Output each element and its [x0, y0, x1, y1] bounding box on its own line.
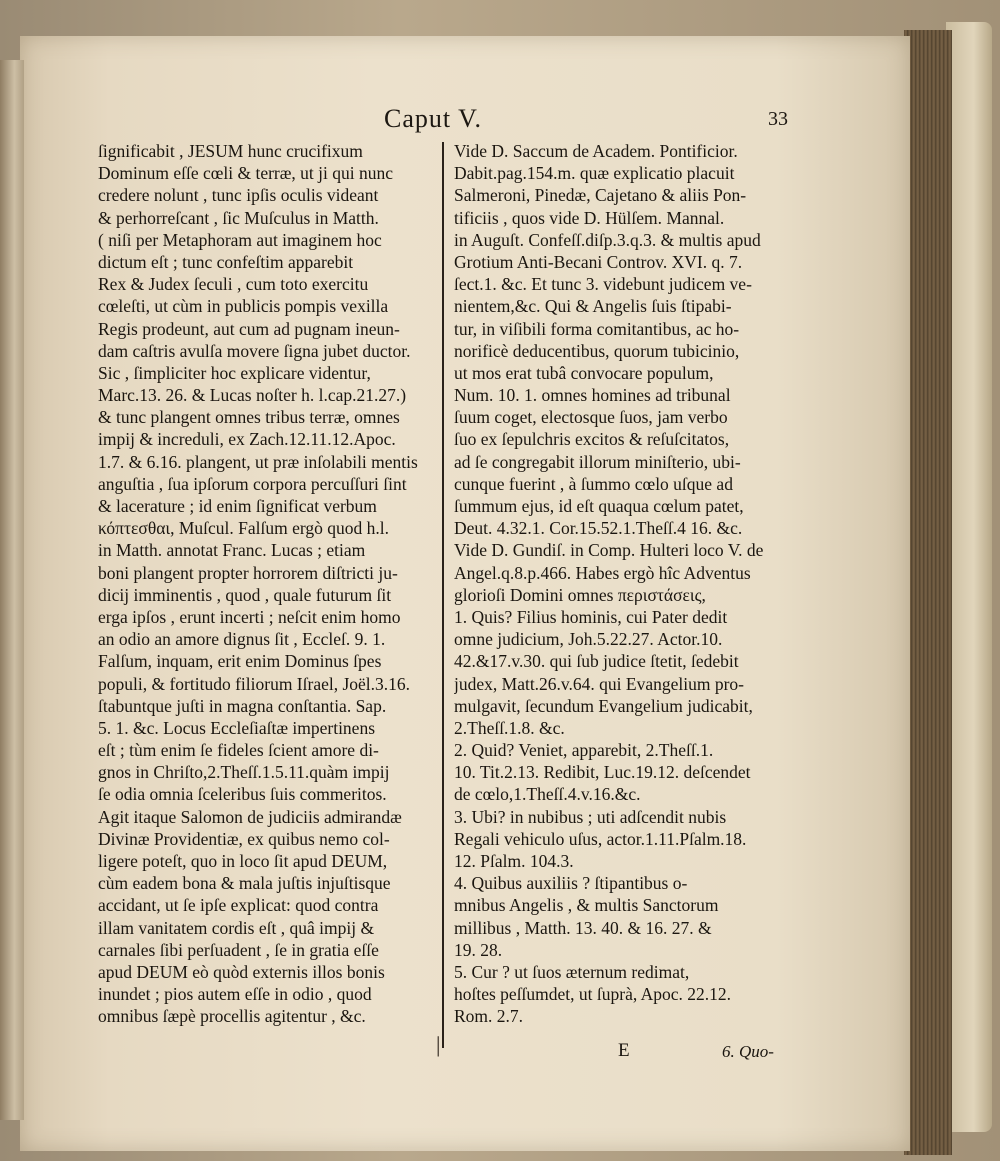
text-line: Regis prodeunt, aut cum ad pugnam ineun- — [98, 318, 400, 339]
text-line: cùm eadem bona & mala juſtis injuſtisque — [98, 873, 391, 894]
cover-edge — [946, 22, 992, 1132]
text-line: 5. 1. &c. Locus Eccleſiaſtæ impertinens — [98, 717, 376, 738]
text-line: Agit itaque Salomon de judiciis admirandæ — [98, 806, 402, 827]
text-line: ſe odia omnia ſceleribus ſuis commeritos. — [98, 784, 387, 805]
text-line: 19. 28. — [454, 939, 503, 960]
text-line: 3. Ubi? in nubibus ; uti adſcendit nubis — [454, 806, 727, 827]
text-line: in Matth. annotat Franc. Lucas ; etiam — [98, 540, 366, 561]
text-line: ad ſe congregabit illorum miniſterio, ubi- — [454, 451, 741, 472]
text-line: dam caſtris avulſa movere ſigna jubet ductor. — [98, 340, 411, 361]
text-line: judex, Matt.26.v.64. qui Evangelium pro- — [454, 673, 744, 694]
text-line: ( niſi per Metaphoram aut imaginem hoc — [98, 229, 382, 250]
page-header — [0, 100, 1000, 136]
text-line: Falſum, inquam, erit enim Dominus ſpes — [98, 651, 382, 672]
text-line: 1.7. & 6.16. plangent, ut præ inſolabili mentis — [98, 451, 418, 472]
text-line: mulgavit, ſecundum Evangelium judicabit, — [454, 695, 753, 716]
text-line: cunque fuerint , à ſummo cœlo uſque ad — [454, 473, 733, 494]
text-line: ſuum coget, electosque ſuos, jam verbo — [454, 407, 728, 428]
text-line: in Auguſt. Confeſſ.diſp.3.q.3. & multis apud — [454, 229, 761, 250]
text-line: anguſtia , ſua ipſorum corpora percuſſuri ſint — [98, 473, 407, 494]
text-line: millibus , Matth. 13. 40. & 16. 27. & — [454, 917, 712, 938]
text-line: 5. Cur ? ut ſuos æternum redimat, — [454, 961, 690, 982]
text-line: Num. 10. 1. omnes homines ad tribunal — [454, 385, 731, 406]
text-line: tur, in viſibili forma comitantibus, ac ho- — [454, 318, 740, 339]
text-line: 1. Quis? Filius hominis, cui Pater dedit — [454, 606, 728, 627]
text-line: ſect.1. &c. Et tunc 3. videbunt judicem ve- — [454, 274, 752, 295]
text-line: & tunc plangent omnes tribus terræ, omnes — [98, 407, 400, 428]
text-line: & lacerature ; id enim ſignificat verbum — [98, 496, 377, 516]
text-line: Rex & Judex ſeculi , cum toto exercitu — [98, 274, 369, 295]
text-line: eſt ; tùm enim ſe fideles ſcient amore di- — [98, 740, 379, 761]
catchword: 6. Quo- — [722, 1042, 774, 1061]
text-line: Sic , ſimpliciter hoc explicare videntur, — [98, 362, 371, 383]
text-line: 2.Theſſ.1.8. &c. — [454, 717, 565, 738]
text-line: κόπτεσθαι, Muſcul. Falſum ergò quod h.l. — [98, 518, 389, 539]
text-line: norificè deducentibus, quorum tubicinio, — [454, 340, 740, 361]
text-line: 10. Tit.2.13. Redibit, Luc.19.12. deſcendet — [454, 762, 751, 783]
running-head: Caput V. — [384, 104, 483, 133]
text-line: boni plangent propter horrorem diſtricti ju- — [98, 562, 398, 583]
text-line: gnos in Chriſto,2.Theſſ.1.5.11.quàm impij — [98, 762, 390, 783]
text-line: ut mos erat tubâ convocare populum, — [454, 362, 714, 383]
text-line: omne judicium, Joh.5.22.27. Actor.10. — [454, 629, 723, 650]
text-line: an odio an amore dignus ſit , Eccleſ. 9. 1. — [98, 629, 386, 650]
text-line: glorioſi Domini omnes περιστάσεις, — [454, 584, 706, 605]
left-page-edge — [0, 60, 24, 1120]
text-line: tificiis , quos vide D. Hülſem. Mannal. — [454, 207, 725, 228]
text-line: 12. Pſalm. 104.3. — [454, 851, 574, 871]
text-line: ſignificabit , JESUM hunc crucifixum — [98, 141, 363, 161]
text-line: de cœlo,1.Theſſ.4.v.16.&c. — [454, 784, 641, 805]
text-line: 2. Quid? Veniet, apparebit, 2.Theſſ.1. — [454, 740, 714, 761]
text-line: Dabit.pag.154.m. quæ explicatio placuit — [454, 163, 735, 184]
text-line: Angel.q.8.p.466. Habes ergò hîc Adventus — [454, 562, 751, 583]
right-text-column — [454, 140, 790, 1028]
left-text-column — [98, 140, 436, 1028]
text-line: Vide D. Saccum de Academ. Pontificior. — [454, 141, 738, 161]
text-line: illam vanitatem cordis eſt , quâ impij & — [98, 917, 375, 938]
text-line: ligere poteſt, quo in loco ſit apud DEUM, — [98, 851, 388, 871]
text-line: apud DEUM eò quòd externis illos bonis — [98, 961, 385, 982]
text-line: erga ipſos , erunt incerti ; neſcit enim homo — [98, 606, 401, 627]
text-line: 4. Quibus auxiliis ? ſtipantibus o- — [454, 873, 688, 894]
text-line: omnibus ſæpè procellis agitentur , &c. — [98, 1006, 366, 1027]
text-line: populi, & fortitudo filiorum Iſrael, Joël.3.16. — [98, 673, 411, 694]
text-line: Divinæ Providentiæ, ex quibus nemo col- — [98, 828, 390, 849]
text-line: Regali vehiculo uſus, actor.1.11.Pſalm.18. — [454, 828, 747, 849]
text-line: hoſtes peſſumdet, ut ſuprà, Apoc. 22.12. — [454, 984, 732, 1005]
signature-mark: E — [618, 1040, 630, 1061]
text-line: dicij imminentis , quod , quale futurum ſit — [98, 584, 392, 605]
text-line: Deut. 4.32.1. Cor.15.52.1.Theſſ.4 16. &c. — [454, 518, 743, 539]
text-line: Salmeroni, Pinedæ, Cajetano & aliis Pon- — [454, 185, 747, 206]
text-line: ſummum ejus, id eſt quaqua cœlum patet, — [454, 496, 744, 516]
text-line: Marc.13. 26. & Lucas noſter h. l.cap.21.27.) — [98, 385, 407, 406]
text-line: accidant, ut ſe ipſe explicat: quod contra — [98, 895, 379, 916]
text-line: nientem,&c. Qui & Angelis ſuis ſtipabi- — [454, 296, 732, 317]
text-line: Vide D. Gundiſ. in Comp. Hulteri loco V. de — [454, 540, 764, 561]
text-line: ſuo ex ſepulchris excitos & reſuſcitatos, — [454, 429, 730, 450]
text-line: impij & increduli, ex Zach.12.11.12.Apoc. — [98, 429, 396, 450]
text-line: mnibus Angelis , & multis Sanctorum — [454, 895, 719, 916]
page-fore-edge — [904, 30, 952, 1155]
text-line: 42.&17.v.30. qui ſub judice ſtetit, ſedebit — [454, 651, 739, 672]
column-divider — [442, 142, 444, 1048]
text-line: Dominum eſſe cœli & terræ, ut ji qui nunc — [98, 163, 394, 184]
page-number: 33 — [768, 108, 788, 130]
text-line: dictum eſt ; tunc confeſtim apparebit — [98, 251, 354, 272]
text-line: carnales ſibi perſuadent , ſe in gratia eſſe — [98, 939, 379, 960]
text-line: Rom. 2.7. — [454, 1006, 524, 1027]
text-line: inundet ; pios autem eſſe in odio , quod — [98, 984, 372, 1005]
text-line: Grotium Anti-Becani Controv. XVI. q. 7. — [454, 251, 743, 272]
divider-ornament: | — [436, 1032, 441, 1057]
text-line: cœleſti, ut cùm in publicis pompis vexilla — [98, 296, 389, 317]
text-line: & perhorreſcant , ſic Muſculus in Matth. — [98, 207, 379, 228]
text-line: credere nolunt , tunc ipſis oculis videant — [98, 185, 379, 206]
text-line: ſtabuntque juſti in magna conſtantia. Sap. — [98, 695, 387, 716]
